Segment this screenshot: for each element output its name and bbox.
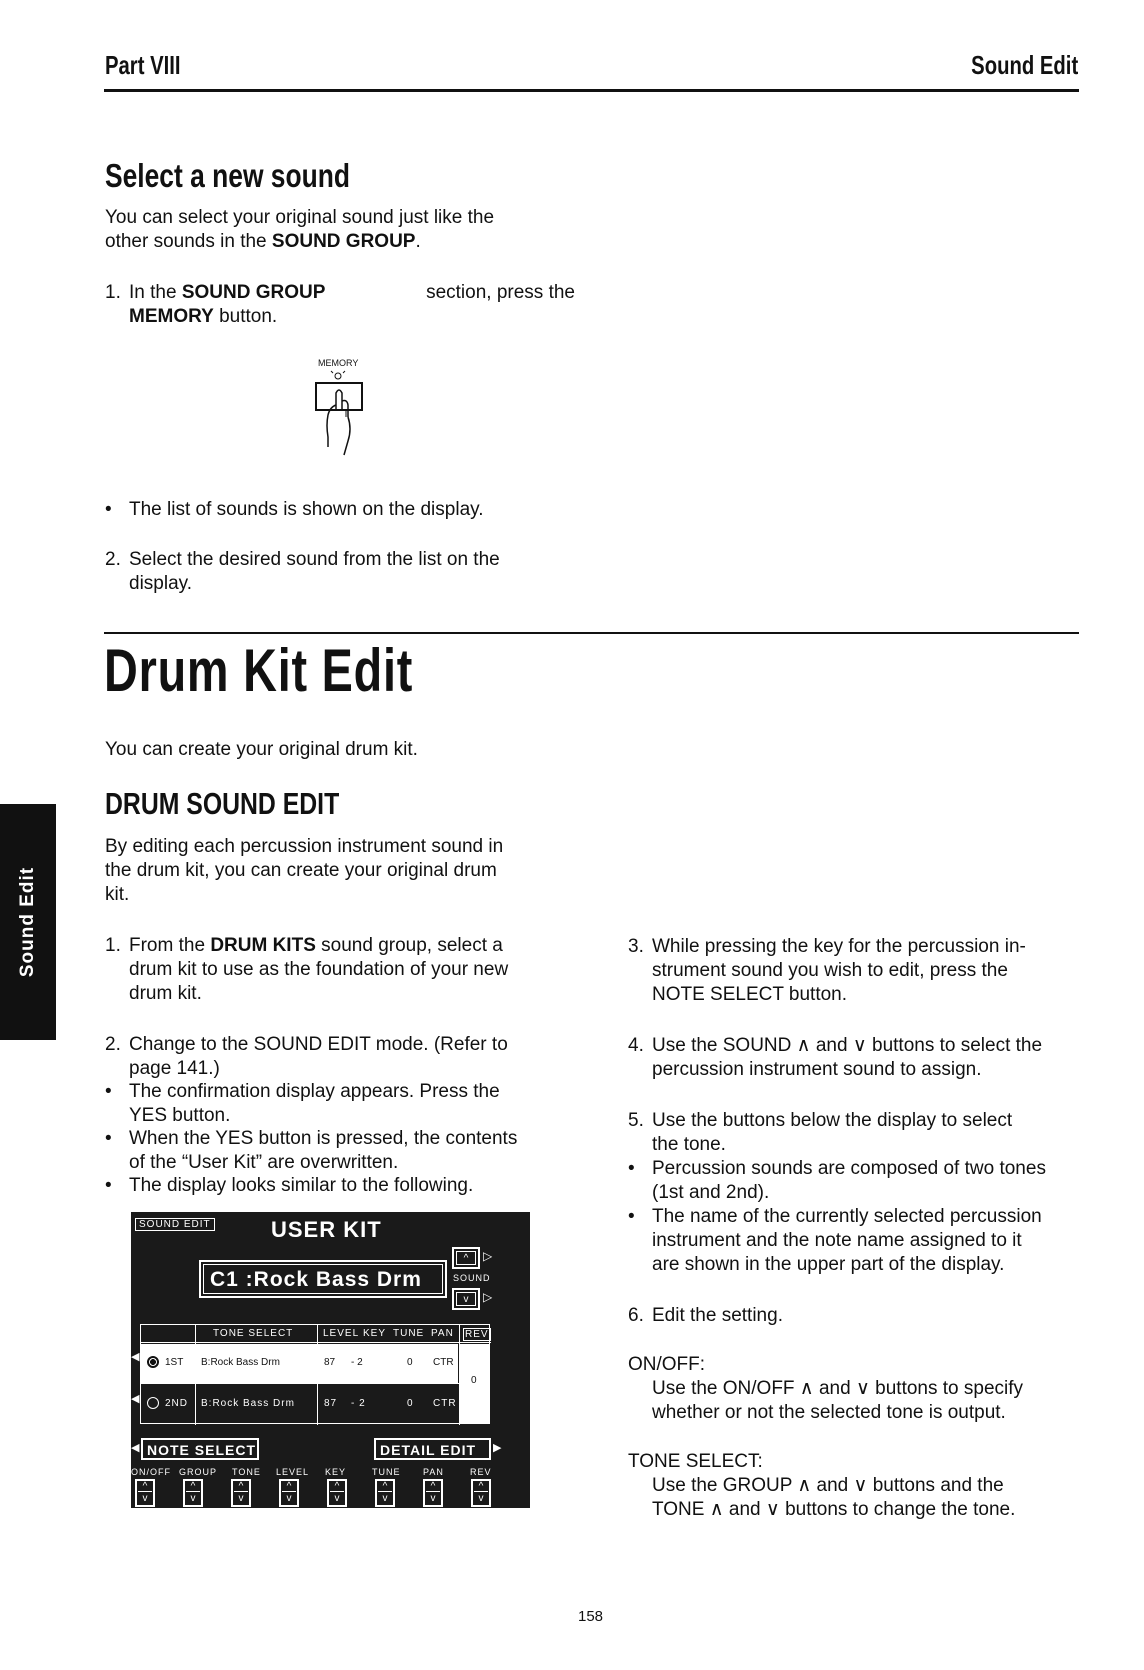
step-1-memory: 1. In the SOUND GROUP section, press the MEMORY button.: [105, 282, 575, 327]
step-2-select: 2. Select the desired sound from the list on the display.: [105, 549, 500, 594]
tone-table: [140, 1324, 490, 1424]
play-arrow-icon: ▷: [483, 1290, 493, 1304]
drum-step-3: 3. While pressing the key for the percussion in- strument sound you wish to edit, press the NOTE SELECT button.: [628, 936, 1026, 1005]
on-off-heading: ON/OFF:: [628, 1354, 706, 1375]
section-label: Sound Edit: [970, 50, 1078, 80]
tone-updown-button[interactable]: ^ v: [231, 1479, 251, 1507]
row-2-tune: 0: [407, 1398, 414, 1409]
intro-paragraph: [105, 206, 575, 254]
row-1-level: 87: [324, 1357, 336, 1368]
header-tone-select: TONE SELECT: [213, 1328, 294, 1339]
header-tune: TUNE: [393, 1328, 425, 1339]
row-2-tone: 2ND: [165, 1398, 189, 1409]
current-sound-box: [199, 1260, 447, 1298]
left-arrow-icon: ◀: [131, 1442, 140, 1454]
drum-kit-intro: You can create your original drum kit.: [105, 739, 418, 760]
label-key: KEY: [325, 1467, 347, 1477]
header-pan: PAN: [431, 1328, 454, 1339]
header-rev: REV: [465, 1329, 489, 1340]
drum-step-5: 5. Use the buttons below the display to select the tone.: [628, 1110, 1013, 1155]
play-arrow-icon: ▷: [483, 1249, 493, 1263]
intro-line-1: You can select your original sound just like the: [105, 207, 495, 228]
hand-press-icon: [300, 355, 380, 465]
header-level: LEVEL: [323, 1328, 360, 1339]
section-title-select-new-sound: Select a new sound: [105, 157, 350, 194]
lcd-display: [131, 1212, 530, 1508]
radio-selected-icon: [147, 1356, 159, 1368]
radio-empty-icon[interactable]: [147, 1397, 159, 1409]
detail-edit-button[interactable]: DETAIL EDIT: [374, 1438, 491, 1460]
row-2-level: 87: [324, 1398, 338, 1409]
drum-sound-edit-paragraph: By editing each percussion instrument sound in the drum kit, you can create your original drum kit.: [105, 836, 504, 905]
page-title-drum-kit-edit: Drum Kit Edit: [104, 637, 414, 704]
section-rule: [104, 632, 1079, 634]
chevron-up-icon: ^: [456, 1251, 476, 1265]
row-1-tone: 1ST: [165, 1357, 184, 1368]
header-rule: [104, 89, 1079, 92]
sound-up-button[interactable]: [452, 1247, 480, 1269]
memory-button-illustration: [300, 355, 380, 465]
key-updown-button[interactable]: ^ v: [327, 1479, 347, 1507]
row-2-pan: CTR: [433, 1398, 457, 1409]
label-pan: PAN: [423, 1467, 444, 1477]
pan-updown-button[interactable]: ^ v: [423, 1479, 443, 1507]
chevron-down-icon: v: [456, 1292, 476, 1306]
rev-updown-button[interactable]: ^ v: [471, 1479, 491, 1507]
side-tab-sound-edit: Sound Edit: [0, 804, 56, 1040]
row-1-arrow-icon: ◀: [131, 1351, 140, 1363]
on-off-description: Use the ON/OFF ∧ and ∨ buttons to specify whether or not the selected tone is output.: [652, 1378, 1024, 1423]
part-label: Part VIII: [105, 50, 181, 80]
row-1-name: B:Rock Bass Drm: [201, 1357, 280, 1368]
label-tone: TONE: [232, 1467, 261, 1477]
drum-step-6: 6. Edit the setting.: [628, 1305, 783, 1326]
row-2-name: B:Rock Bass Drm: [201, 1398, 295, 1409]
note-select-button[interactable]: NOTE SELECT: [141, 1438, 259, 1460]
tune-updown-button[interactable]: ^ v: [375, 1479, 395, 1507]
subtitle-drum-sound-edit: DRUM SOUND EDIT: [105, 786, 340, 821]
memory-label: MEMORY: [318, 358, 359, 368]
kit-name: USER KIT: [271, 1217, 382, 1242]
sound-edit-mode-badge: SOUND EDIT: [135, 1218, 215, 1231]
tone-select-description: Use the GROUP ∧ and ∨ buttons and the TONE ∧ and ∨ buttons to change the tone.: [652, 1475, 1016, 1520]
page-number: 158: [578, 1608, 604, 1625]
row-1-key: - 2: [351, 1357, 363, 1368]
intro-line-2: other sounds in the SOUND GROUP.: [105, 231, 421, 252]
drum-step-2: 2. Change to the SOUND EDIT mode. (Refer to page 141.): [105, 1034, 508, 1079]
row-1-tune: 0: [407, 1357, 413, 1368]
row-2-arrow-icon: ◀: [131, 1393, 140, 1405]
group-updown-button[interactable]: ^ v: [183, 1479, 203, 1507]
current-sound-name: C1 :Rock Bass Drm: [210, 1268, 422, 1291]
row-1-pan: CTR: [433, 1357, 454, 1368]
label-tune: TUNE: [372, 1467, 401, 1477]
drum-step-4: 4. Use the SOUND ∧ and ∨ buttons to select the percussion instrument sound to assign.: [628, 1035, 1043, 1080]
rev-value: 0: [471, 1375, 477, 1386]
sound-down-button[interactable]: [452, 1288, 480, 1310]
sound-label: SOUND: [453, 1273, 491, 1283]
header-key: KEY: [363, 1328, 387, 1339]
row-2-key: - 2: [351, 1398, 366, 1409]
right-arrow-icon: ▶: [493, 1442, 502, 1454]
on-off-updown-button[interactable]: ^ v: [135, 1479, 155, 1507]
label-on-off: ON/OFF: [131, 1467, 171, 1477]
tone-select-heading: TONE SELECT:: [628, 1451, 763, 1472]
label-level: LEVEL: [276, 1467, 310, 1477]
level-updown-button[interactable]: ^ v: [279, 1479, 299, 1507]
label-rev: REV: [470, 1467, 492, 1477]
label-group: GROUP: [179, 1467, 218, 1477]
drum-step-1: 1. From the DRUM KITS sound group, select a drum kit to use as the foundation of your new drum kit.: [105, 935, 509, 1004]
